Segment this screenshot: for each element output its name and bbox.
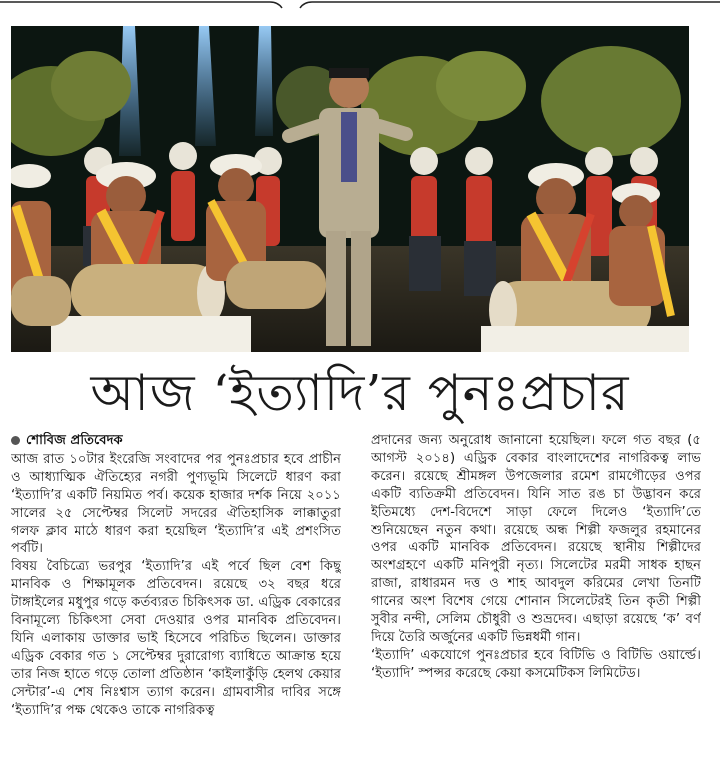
bullet-icon [11,436,20,445]
top-frame-decoration [0,0,720,14]
paragraph: ‘ইত্যাদি’ একযোগে পুনঃপ্রচার হবে বিটিভি ও বিটিভি ওয়ার্ল্ডে। ‘ইত্যাদি’ স্পন্সর করেছে কেয়া কসমেটিকস লিমিটেড। [371,647,701,681]
headline: আজ ‘ইত্যাদি’র পুনঃপ্রচার [90,364,630,422]
column-left [11,432,341,768]
article-body [11,432,701,768]
paragraph: আজ রাত ১০টার ইংরেজি সংবাদের পর পুনঃপ্রচার হবে প্রাচীন ও আধ্যাত্মিক ঐতিহ্যের নগরী পুণ্যভূমি সিলেটে ধারণ করা ‘ইত্যাদি’র একটি নিয়মিত পর্ব। কয়েক হাজার দর্শক নিয়ে ২০১১ সালের ২৫ সেপ্টেম্বর সিলেট সদরের ঐতিহাসিক লাক্কাতুরা গলফ ক্লাব মাঠে ধারণ করা হয়েছিল ‘ইত্যাদি’র এই প্রশংসিত পর্বটি। [11,451,341,557]
paragraph: প্রদানের জন্য অনুরোধ জানানো হয়েছিল। ফলে গত বছর (৫ আগস্ট ২০১৪) এড্রিক বেকার বাংলাদেশের নাগরিকত্ব লাভ করেন। রয়েছে শ্রীমঙ্গল উপজেলার রমেশ রামগৌড়ের ওপর একটি ব্যতিক্রমী প্রতিবেদন। যিনি সাত রঙ চা উদ্ভাবন করে ইতিমধ্যে দেশ-বিদেশে সাড়া ফেলে দিলেও ‘ইত্যাদি’তে শুনিয়েছেন নতুন কথা। রয়েছে অন্ধ শিল্পী ফজলুর রহমানের ওপর একটি মানবিক প্রতিবেদন। রয়েছে স্থানীয় শিল্পীদের অংশগ্রহণে একটি মনিপুরী নৃত্য। সিলেটের মরমী সাধক হাছন রাজা, রাধারমন দত্ত ও শাহ আবদুল করিমের লেখা তিনটি গানের অংশ বিশেষ গেয়ে শোনান সিলেটেরই তিন কৃতী শিল্পী সুবীর নন্দী, সেলিম চৌধুরী ও শুভ্রদেব। এছাড়া রয়েছে ‘ক’ বর্ণ দিয়ে তৈরি অর্জুনের একটি ভিন্নধর্মী গান। [371,433,701,645]
column-right [371,432,701,768]
byline [11,432,341,450]
byline-text: শোবিজ প্রতিবেদক [26,433,123,448]
stage-scene-illustration [11,26,689,352]
paragraph: বিষয় বৈচিত্র্যে ভরপুর ‘ইত্যাদি’র এই পর্বে ছিল বেশ কিছু মানবিক ও শিক্ষামূলক প্রতিবেদন। রয়েছে ৩২ বছর ধরে টাঙ্গাইলের মধুপুর গড়ে কর্তব্যরত চিকিৎসক ডা. এড্রিক বেকারের বিনামূল্যে চিকিৎসা সেবা দেওয়ার ওপর মানবিক প্রতিবেদন। যিনি এলাকায় ডাক্তার ভাই হিসেবে পরিচিত ছিলেন। ডাক্তার এড্রিক বেকার গত ১ সেপ্টেম্বর দুরারোগ্য ব্যাধিতে আক্রান্ত হয়ে তার নিজ হাতে গড়ে তোলা প্রতিষ্ঠান ‘কাইলাকুঁড়ি হেলথ কেয়ার সেন্টার’-এ শেষ নিঃশ্বাস ত্যাগ করেন। গ্রামবাসীর দাবির সঙ্গে ‘ইত্যাদি’র পক্ষ থেকেও তাকে নাগরিকত্ব [11,559,341,718]
news-photo [11,26,689,352]
